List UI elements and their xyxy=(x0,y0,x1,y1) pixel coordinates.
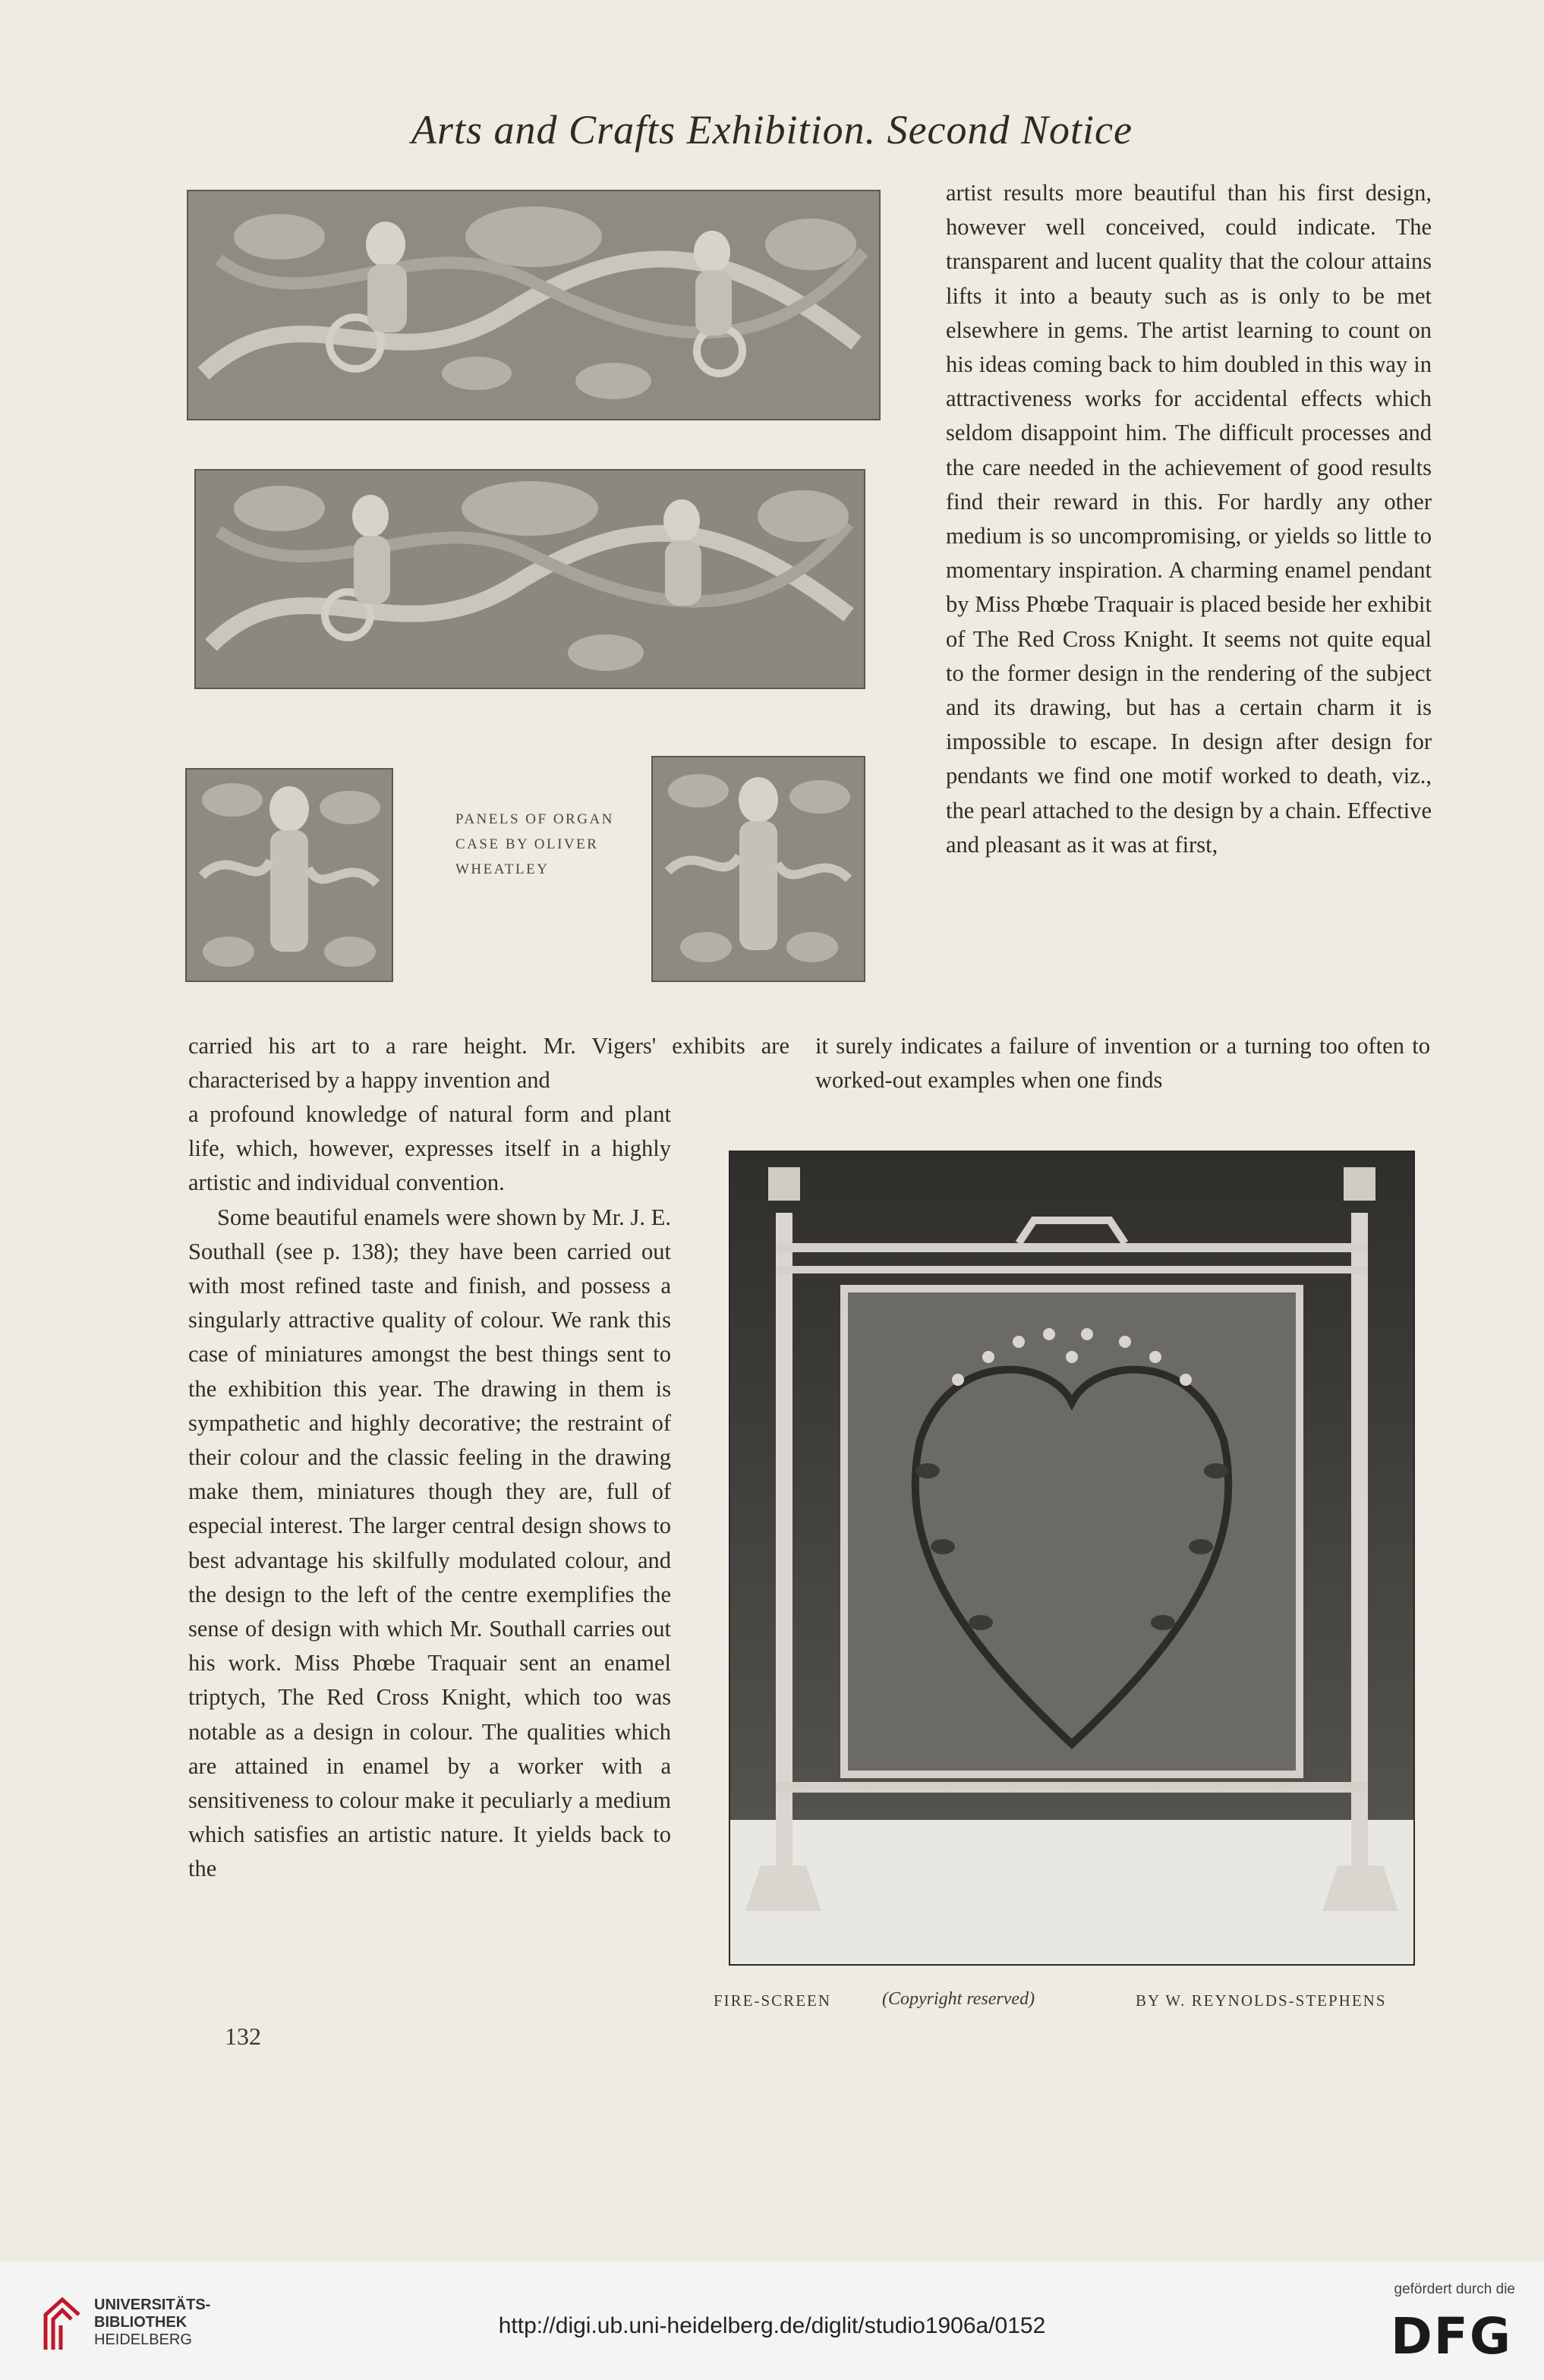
running-head: Arts and Crafts Exhibition. Second Notice xyxy=(411,107,1133,153)
organ-panel-photo-3 xyxy=(185,768,393,982)
library-name-line-1: UNIVERSITÄTS- xyxy=(94,2297,211,2313)
panels-caption: PANELS OF ORGAN CASE BY OLIVER WHEATLEY xyxy=(455,811,614,877)
funded-by-label: gefördert durch die xyxy=(1394,2281,1515,2297)
left-column-paragraph-1: a profound knowledge of natural form and plant life, which, however, expresses itself in a highly artistic and individual convention. xyxy=(188,1101,671,1196)
library-name-line-2: BIBLIOTHEK xyxy=(94,2314,187,2331)
caption-title: FIRE-SCREEN xyxy=(714,1991,832,2010)
fire-screen-photo xyxy=(729,1151,1415,1966)
source-url-link[interactable]: http://digi.ub.uni-heidelberg.de/diglit/studio1906a/0152 xyxy=(498,2313,1046,2338)
organ-panel-photo-4 xyxy=(651,756,865,982)
right-spanning-lines xyxy=(815,1029,1430,1097)
caption-credit: BY W. REYNOLDS-STEPHENS xyxy=(1136,1991,1387,2010)
dfg-logo: DFG xyxy=(1390,2307,1512,2366)
left-spanning-paragraph: carried his art to a rare height. Mr. Vigers' exhibits are characterised by a happy invention and xyxy=(188,1033,789,1094)
left-spanning-lines xyxy=(188,1029,789,1097)
left-column-text xyxy=(188,1097,671,1887)
footer-bar xyxy=(0,2262,1544,2380)
left-column-paragraph-2: Some beautiful enamels were shown by Mr. J. E. Southall (see p. 138); they have been carried out with most refined taste and finish, and possess a singularly attractive quality of colour. We rank this case of miniatures amongst the best things sent to the exhibition this year. The drawing in them is sympathetic and highly decorative; the restraint of their colour and the classic feeling in the drawing make them, miniatures though they are, full of especial interest. The larger central design shows to best advantage his skilfully modulated colour, and the design to the left of the centre exemplifies the sense of design with which Mr. Southall carries out his work. Miss Phœbe Traquair sent an enamel triptych, The Red Cross Knight, which too was notable as a design in colour. The qualities which are attained in enamel by a worker with a sensitiveness to colour make it peculiarly a medium which satisfies an artistic nature. It yields back to the xyxy=(188,1204,671,1882)
page-number: 132 xyxy=(225,2023,261,2050)
organ-panel-photo-2 xyxy=(194,469,865,689)
library-name-line-3: HEIDELBERG xyxy=(94,2331,192,2348)
organ-panel-photo-1 xyxy=(187,190,881,420)
right-column-text xyxy=(946,176,1432,862)
right-spanning-paragraph: it surely indicates a failure of invention or a turning too often to worked-out examples when one finds xyxy=(815,1033,1430,1094)
caption-copyright: (Copyright reserved) xyxy=(882,1989,1035,2009)
right-column-paragraph: artist results more beautiful than his first design, however well conceived, could indicate. The transparent and lucent quality that the colour attains lifts it into a beauty such as is only to be met elsewhere in gems. The artist learning to count on his ideas coming back to him doubled in this way in attractiveness works for accidental effects which seldom disappoint him. The difficult processes and the care needed in the achievement of good results find their reward in this. For hardly any other medium is so uncompromising, or yields so little to momentary inspiration. A charming enamel pendant by Miss Phœbe Traquair is placed beside her exhibit of The Red Cross Knight. It seems not quite equal to the former design in the rendering of the subject and its drawing, but has a certain charm it is impossible to escape. In design after design for pendants we find one motif worked to death, viz., the pearl attached to the design by a chain. Effective and pleasant as it was at first, xyxy=(946,180,1432,858)
